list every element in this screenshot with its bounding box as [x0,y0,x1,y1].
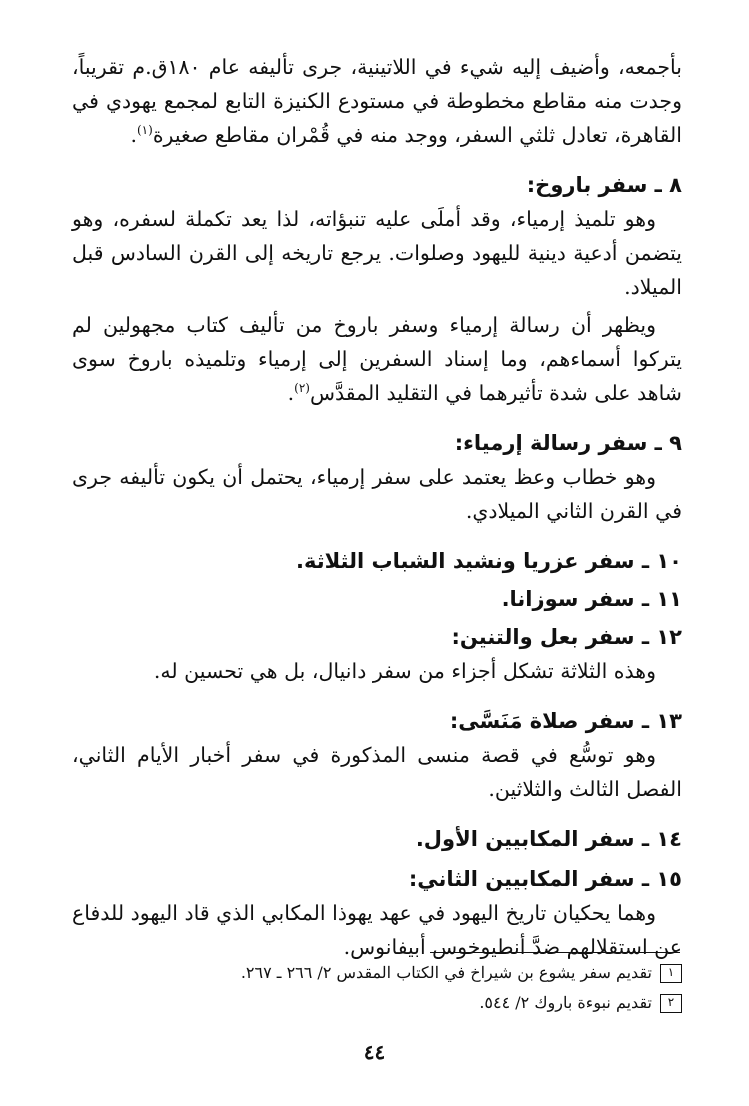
page-body [72,50,682,964]
heading-bel-dragon: ١٢ ـ سفر بعل والتنين: [451,625,682,649]
paragraph-baruch-2: ويظهر أن رسالة إرمياء وسفر باروخ من تأليف كتاب مجهولين لم يتركوا أسماءهم، وما إسناد السفرين إلى إرمياء وتلميذه باروخ سوى شاهد على شدة تأثيرهما في التقليد المقدَّس$^{(٢)}$. [72,313,682,405]
footnote-ref-1[interactable]: (١) [136,123,153,138]
heading-azariah: ١٠ ـ سفر عزريا ونشيد الشباب الثلاثة. [295,549,682,573]
footnotes [72,958,682,1018]
footnote-divider [430,952,680,953]
heading-baruch: ٨ ـ سفر باروخ: [526,173,682,197]
paragraph-maccabees: وهما يحكيان تاريخ اليهود في عهد يهوذا المكابي الذي قاد اليهود للدفاع عن استقلالهم ضدَّ أنطيوخوس أبيفانوس. [72,901,682,959]
heading-manasseh: ١٣ ـ سفر صلاة مَنَسَّى: [449,709,682,733]
footnote-number-box: ٢ [660,994,682,1013]
footnote-number-box: ١ [660,964,682,983]
intro-paragraph: بأجمعه، وأضيف إليه شيء في اللاتينية، جرى تأليفه عام ١٨٠ق.م تقريباً، وجدت منه مقاطع مخطوطة في مستودع الكنيزة التابع لمجمع يهودي في القاهرة، تعادل ثلثي السفر، ووجد منه في قُمْران مقاطع صغيرة$^{(١)}$. [72,55,682,147]
heading-letter-jeremiah: ٩ ـ سفر رسالة إرمياء: [454,431,682,455]
page-number: ٤٤ [363,1040,386,1064]
footnote-1: ١تقديم سفر يشوع بن شيراخ في الكتاب المقدس ٢/ ٢٦٦ ـ ٢٦٧. [72,958,682,988]
paragraph-baruch-1: وهو تلميذ إرمياء، وقد أملَى عليه تنبؤاته، لذا يعد تكملة لسفره، وهو يتضمن أدعية دينية لليهود وصلوات. يرجع تاريخه إلى القرن السادس قبل الميلاد. [72,207,682,299]
footnote-ref-2[interactable]: (٢) [294,381,310,396]
paragraph-letter-jeremiah: وهو خطاب وعظ يعتمد على سفر إرمياء، يحتمل أن يكون تأليفه جرى في القرن الثاني الميلادي. [72,465,682,523]
heading-maccabees-2: ١٥ ـ سفر المكابيين الثاني: [408,867,682,891]
heading-maccabees-1: ١٤ ـ سفر المكابيين الأول. [415,827,682,851]
footnote-2: ٢تقديم نبوءة باروك ٢/ ٥٤٤. [72,988,682,1018]
paragraph-bel-dragon: وهذه الثلاثة تشكل أجزاء من سفر دانيال، بل هي تحسين له. [153,659,656,683]
paragraph-manasseh: وهو توسُّع في قصة منسى المذكورة في سفر أخبار الأيام الثاني، الفصل الثالث والثلاثين. [72,743,682,801]
heading-susanna: ١١ ـ سفر سوزانا. [501,587,682,611]
